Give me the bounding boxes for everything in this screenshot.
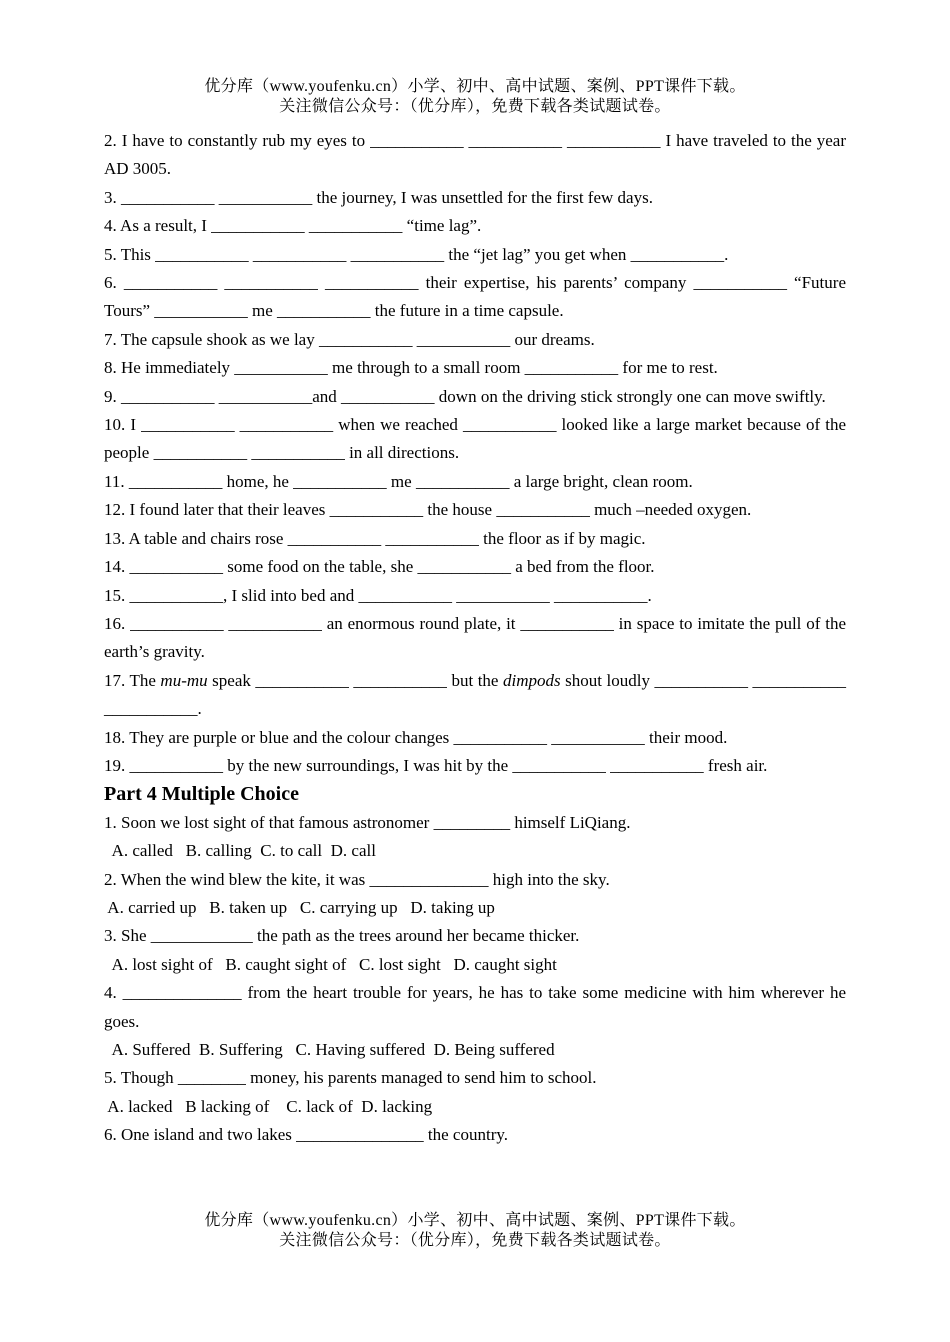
mc-question-3-options: A. lost sight of B. caught sight of C. lost sight D. caught sight [104,954,557,974]
question-3: 3. ___________ ___________ the journey, I was unsettled for the first few days. [104,187,653,207]
question-10: 10. I ___________ ___________ when we reached ___________ looked like a large market because of the people ___________ ___________ in all directions. [104,415,851,463]
mc-question-5-stem: 5. Though ________ money, his parents managed to send him to school. [104,1068,597,1088]
question-17 [104,667,851,724]
question-9: 9. ___________ ___________and ___________ down on the driving stick strongly one can move swiftly. [104,386,826,406]
question-2: 2. I have to constantly rub my eyes to ___________ ___________ ___________ I have traveled to the year AD 3005. [104,131,850,179]
question-18: 18. They are purple or blue and the colour changes ___________ ___________ their mood. [104,727,728,747]
footer-line-1: 优分库（www.youfenku.cn）小学、初中、高中试题、案例、PPT课件下载。 [204,1212,746,1229]
question-15: 15. ___________, I slid into bed and ___________ ___________ ___________. [104,585,652,605]
header-line-2: 关注微信公众号：（优分库），免费下载各类试题试卷。 [279,98,671,115]
mc-question-5-options: A. lacked B lacking of C. lack of D. lacking [104,1096,433,1116]
question-14: 14. ___________ some food on the table, she ___________ a bed from the floor. [104,557,655,577]
mc-question-1-stem: 1. Soon we lost sight of that famous astronomer _________ himself LiQiang. [104,812,631,832]
mc-question-4-stem: 4. ______________ from the heart trouble for years, he has to take some medicine with him wherever he goes. [104,983,851,1031]
q17-term-mumu: mu-mu [160,670,208,690]
mc-question-2-stem: 2. When the wind blew the kite, it was ______________ high into the sky. [104,869,610,889]
mc-question-4-options: A. Suffered B. Suffering C. Having suffered D. Being suffered [104,1040,555,1059]
q17-part-a: 17. The [104,670,161,690]
header-line-1: 优分库（www.youfenku.cn）小学、初中、高中试题、案例、PPT课件下载。 [204,78,746,95]
footer-line-2: 关注微信公众号：（优分库），免费下载各类试题试卷。 [279,1232,671,1249]
page-footer [0,1211,950,1251]
mc-question-1-options: A. called B. calling C. to call D. call [104,841,376,861]
question-7: 7. The capsule shook as we lay ___________ ___________ our dreams. [104,329,595,349]
mc-question-6-stem: 6. One island and two lakes _______________ the country. [104,1125,508,1145]
q17-part-b: speak ___________ ___________ but the [207,670,503,690]
question-8: 8. He immediately ___________ me through to a small room ___________ for me to rest. [104,358,718,378]
question-11: 11. ___________ home, he ___________ me ___________ a large bright, clean room. [104,471,693,491]
question-6: 6. ___________ ___________ ___________ their expertise, his parents’ company ___________ “Future Tours” ___________ me ___________ the future in a time capsule. [104,273,850,321]
question-5: 5. This ___________ ___________ ___________ the “jet lag” you get when ___________. [104,244,729,264]
worksheet-body [104,127,851,1150]
question-16: 16. ___________ ___________ an enormous round plate, it ___________ in space to imitate the pull of the earth’s gravity. [104,613,851,662]
q17-term-dimpods: dimpods [502,670,561,690]
question-12: 12. I found later that their leaves ___________ the house ___________ much –needed oxygen. [104,500,752,520]
mc-question-3-stem: 3. She ____________ the path as the trees around her became thicker. [104,926,580,946]
question-19: 19. ___________ by the new surroundings, I was hit by the ___________ ___________ fresh air. [104,755,768,775]
question-13: 13. A table and chairs rose ___________ ___________ the floor as if by magic. [104,528,646,548]
q17-part-c: shout loudly ___________ ___________ ___________. [104,670,851,719]
mc-question-2-options: A. carried up B. taken up C. carrying up D. taking up [104,897,495,917]
question-4: 4. As a result, I ___________ ___________ “time lag”. [104,216,482,236]
page-header [0,77,950,117]
part-4-heading: Part 4 Multiple Choice [104,783,299,806]
